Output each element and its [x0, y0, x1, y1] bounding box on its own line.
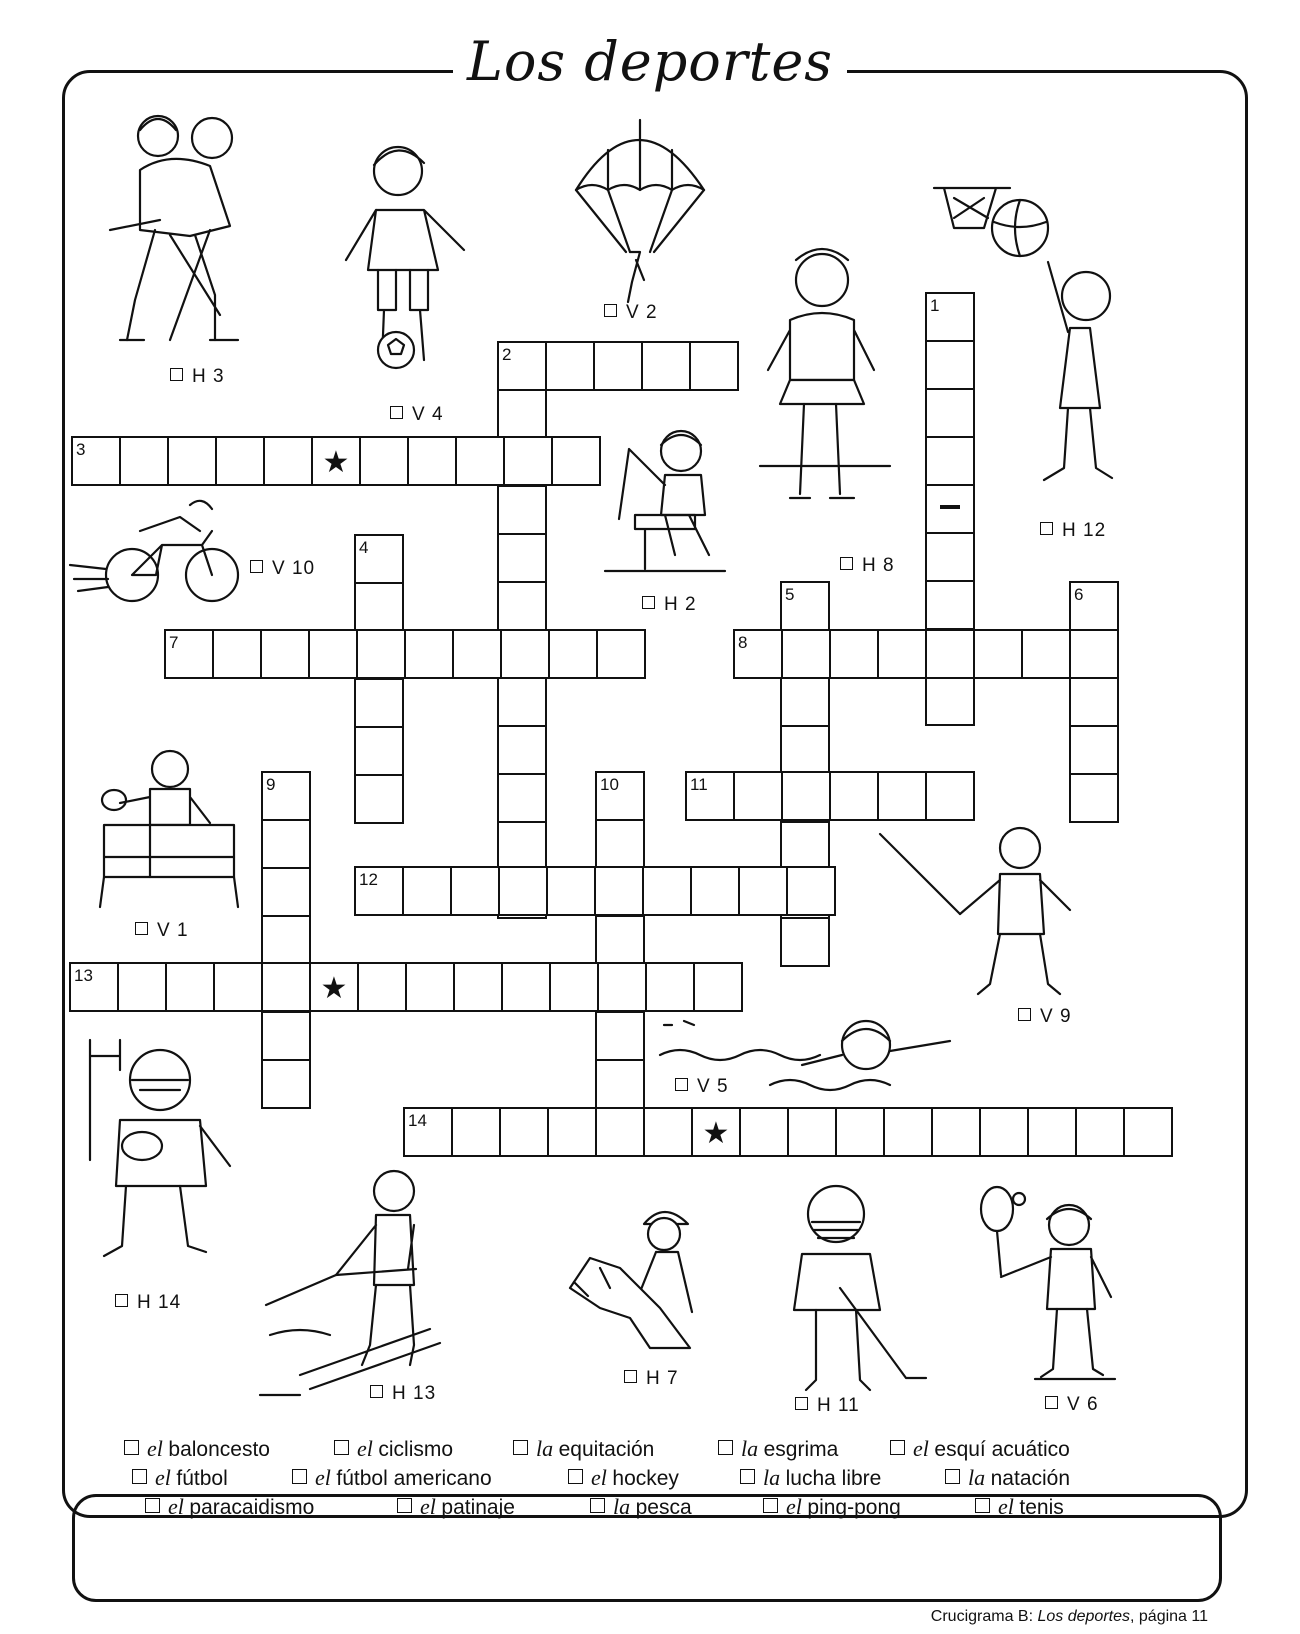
- clue-number: 5: [785, 585, 795, 604]
- checkbox[interactable]: [568, 1469, 583, 1484]
- parachute-illustration: [570, 110, 710, 315]
- crossword-cell[interactable]: [262, 1060, 310, 1108]
- checkbox[interactable]: [513, 1440, 528, 1455]
- crossword-cell[interactable]: [734, 772, 782, 820]
- wrestling-illustration: [100, 100, 270, 365]
- crossword-cell[interactable]: [739, 867, 787, 915]
- word-bank-item[interactable]: [132, 1465, 228, 1491]
- fishing-illustration: [605, 425, 735, 580]
- crossword-cell[interactable]: [498, 390, 546, 438]
- crossword-cell[interactable]: [451, 867, 499, 915]
- crossword-cell[interactable]: [498, 582, 546, 630]
- clue-number: 7: [169, 633, 179, 652]
- crossword-cell[interactable]: [597, 630, 645, 678]
- crossword-cell[interactable]: [355, 775, 403, 823]
- clue-number: 11: [690, 775, 708, 794]
- clue-label-h14: H 14: [115, 1292, 181, 1314]
- article: el: [155, 1465, 177, 1490]
- crossword-cell[interactable]: [501, 630, 549, 678]
- crossword-cell[interactable]: [646, 963, 694, 1011]
- water-skiing-illustration: [260, 1165, 460, 1410]
- crossword-cell[interactable]: [788, 1108, 836, 1156]
- crossword-cell[interactable]: [932, 1108, 980, 1156]
- crossword-cell[interactable]: [781, 918, 829, 966]
- crossword-cell[interactable]: [504, 437, 552, 485]
- crossword-cell[interactable]: [690, 342, 738, 390]
- word-bank-item[interactable]: [397, 1494, 515, 1520]
- clue-number: 12: [359, 870, 378, 889]
- word-bank-item[interactable]: [975, 1494, 1064, 1520]
- crossword-cell[interactable]: [781, 678, 829, 726]
- checkbox[interactable]: [975, 1498, 990, 1513]
- tennis-illustration: [975, 1185, 1135, 1390]
- word-bank-item[interactable]: [513, 1436, 654, 1462]
- crossword-cell[interactable]: [262, 868, 310, 916]
- fencing-illustration: [880, 820, 1100, 1015]
- crossword-cell[interactable]: [596, 916, 644, 964]
- word-label: esquí acuático: [934, 1438, 1070, 1461]
- crossword-cell[interactable]: [926, 533, 974, 581]
- crossword-cell[interactable]: [166, 963, 214, 1011]
- word-label: baloncesto: [168, 1438, 270, 1461]
- clue-number: 6: [1074, 585, 1084, 604]
- article: la: [536, 1436, 559, 1461]
- crossword-cell[interactable]: [498, 726, 546, 774]
- word-label: ciclismo: [378, 1438, 454, 1461]
- word-label: natación: [990, 1467, 1071, 1490]
- clue-number: 8: [738, 633, 748, 652]
- article: el: [913, 1436, 935, 1461]
- crossword-cell[interactable]: [262, 1012, 310, 1060]
- article: el: [998, 1494, 1020, 1519]
- crossword-cell[interactable]: [878, 630, 926, 678]
- clue-label-h7: H 7: [624, 1368, 679, 1390]
- horse-riding-illustration: [560, 1198, 730, 1353]
- crossword-cell[interactable]: [262, 916, 310, 964]
- crossword-cell[interactable]: [787, 867, 835, 915]
- crossword-cell[interactable]: [406, 963, 454, 1011]
- word-bank-item[interactable]: [740, 1465, 881, 1491]
- crossword-cell[interactable]: [1070, 774, 1118, 822]
- word-bank-item[interactable]: [718, 1436, 838, 1462]
- crossword-cell[interactable]: [213, 630, 261, 678]
- crossword-cell[interactable]: [168, 437, 216, 485]
- ice-skating-illustration: [760, 240, 910, 545]
- crossword-cell[interactable]: [262, 820, 310, 868]
- crossword-cell[interactable]: [547, 867, 595, 915]
- word-bank-item[interactable]: [145, 1494, 314, 1520]
- crossword-cell[interactable]: [403, 867, 451, 915]
- clue-number: 14: [408, 1111, 427, 1130]
- crossword-cell[interactable]: [552, 437, 600, 485]
- article: el: [315, 1465, 337, 1490]
- crossword-cell[interactable]: [830, 772, 878, 820]
- word-label: lucha libre: [785, 1467, 882, 1490]
- crossword-cell[interactable]: [596, 820, 644, 868]
- crossword-cell[interactable]: [214, 963, 262, 1011]
- word-label: paracaidismo: [189, 1496, 315, 1519]
- crossword-cell[interactable]: [452, 1108, 500, 1156]
- crossword-cell[interactable]: [358, 963, 406, 1011]
- crossword-cell[interactable]: [691, 867, 739, 915]
- article: el: [168, 1494, 190, 1519]
- clue-number: 3: [76, 440, 86, 459]
- word-label: equitación: [558, 1438, 655, 1461]
- crossword-cell[interactable]: [120, 437, 168, 485]
- clue-label-h13: H 13: [370, 1383, 436, 1405]
- crossword-cell[interactable]: [926, 677, 974, 725]
- crossword-cell[interactable]: [355, 583, 403, 631]
- crossword-cell[interactable]: [878, 772, 926, 820]
- crossword-cell[interactable]: [926, 630, 974, 678]
- crossword-cell[interactable]: [1070, 678, 1118, 726]
- crossword-cell[interactable]: [546, 342, 594, 390]
- crossword-cell[interactable]: [549, 630, 597, 678]
- clue-label-v2: V 2: [604, 302, 658, 324]
- crossword-cell[interactable]: [453, 630, 501, 678]
- checkbox[interactable]: [292, 1469, 307, 1484]
- word-bank-item[interactable]: [890, 1436, 1070, 1462]
- checkbox[interactable]: [945, 1469, 960, 1484]
- crossword-cell[interactable]: [1070, 726, 1118, 774]
- crossword-cell[interactable]: [261, 630, 309, 678]
- crossword-cell[interactable]: [405, 630, 453, 678]
- ping-pong-illustration: [90, 745, 250, 910]
- crossword-cell[interactable]: [980, 1108, 1028, 1156]
- crossword-cell[interactable]: [498, 486, 546, 534]
- crossword-cell[interactable]: [498, 534, 546, 582]
- word-label: ping-pong: [807, 1496, 901, 1519]
- hockey-illustration: [780, 1178, 940, 1403]
- clue-label-h8: H 8: [840, 555, 895, 577]
- crossword-cell[interactable]: [355, 727, 403, 775]
- crossword-cell[interactable]: [596, 1108, 644, 1156]
- crossword-cell[interactable]: [1124, 1108, 1172, 1156]
- crossword-cell[interactable]: [782, 630, 830, 678]
- clue-label-v5: V 5: [675, 1076, 729, 1098]
- crossword-cell[interactable]: [357, 630, 405, 678]
- clue-number: 9: [266, 775, 276, 794]
- crossword-cell[interactable]: [408, 437, 456, 485]
- crossword-cell[interactable]: [502, 963, 550, 1011]
- crossword-cell[interactable]: [974, 630, 1022, 678]
- clue-label-h3: H 3: [170, 366, 225, 388]
- crossword-cell[interactable]: [694, 963, 742, 1011]
- crossword-cell[interactable]: [782, 772, 830, 820]
- article: el: [357, 1436, 379, 1461]
- soccer-illustration: [340, 135, 480, 390]
- clue-number: 10: [600, 775, 619, 794]
- crossword-cell[interactable]: [309, 630, 357, 678]
- word-label: pesca: [635, 1496, 692, 1519]
- crossword-cell[interactable]: [1076, 1108, 1124, 1156]
- crossword-cell[interactable]: [498, 822, 546, 870]
- crossword-cell[interactable]: [926, 581, 974, 629]
- article: el: [420, 1494, 442, 1519]
- star-marker: ★: [320, 972, 348, 1005]
- basketball-illustration: [930, 178, 1120, 513]
- word-bank-item[interactable]: [945, 1465, 1070, 1491]
- article: la: [763, 1465, 786, 1490]
- checkbox[interactable]: [132, 1469, 147, 1484]
- word-bank-item[interactable]: [590, 1494, 692, 1520]
- word-label: patinaje: [441, 1496, 515, 1519]
- checkbox[interactable]: [740, 1469, 755, 1484]
- word-bank-item[interactable]: [334, 1436, 453, 1462]
- clue-label-v10: V 10: [250, 558, 315, 580]
- crossword-cell[interactable]: [781, 822, 829, 870]
- crossword-cell[interactable]: [596, 1012, 644, 1060]
- star-marker: ★: [322, 446, 350, 479]
- word-bank-item[interactable]: [124, 1436, 270, 1462]
- article: la: [613, 1494, 636, 1519]
- crossword-cell[interactable]: [548, 1108, 596, 1156]
- article: el: [591, 1465, 613, 1490]
- clue-label-v1: V 1: [135, 920, 189, 942]
- crossword-cell[interactable]: [262, 963, 310, 1011]
- crossword-cell[interactable]: [836, 1108, 884, 1156]
- checkbox[interactable]: [334, 1440, 349, 1455]
- clue-number: 13: [74, 966, 93, 985]
- checkbox[interactable]: [590, 1498, 605, 1513]
- crossword-cell[interactable]: [360, 437, 408, 485]
- crossword-cell[interactable]: [1022, 630, 1070, 678]
- star-marker: ★: [702, 1117, 730, 1150]
- clue-label-v9: V 9: [1018, 1006, 1072, 1028]
- crossword-cell[interactable]: [926, 772, 974, 820]
- crossword-cell[interactable]: [118, 963, 166, 1011]
- crossword-cell[interactable]: [596, 1060, 644, 1108]
- crossword-cell[interactable]: [550, 963, 598, 1011]
- crossword-cell[interactable]: [498, 678, 546, 726]
- crossword-cell[interactable]: [643, 867, 691, 915]
- crossword-cell[interactable]: [1070, 630, 1118, 678]
- crossword-cell[interactable]: [456, 437, 504, 485]
- crossword-cell[interactable]: [264, 437, 312, 485]
- crossword-cell[interactable]: [740, 1108, 788, 1156]
- article: el: [147, 1436, 169, 1461]
- crossword-cell[interactable]: [454, 963, 502, 1011]
- checkbox[interactable]: [124, 1440, 139, 1455]
- crossword-cell[interactable]: [1028, 1108, 1076, 1156]
- crossword-cell[interactable]: [594, 342, 642, 390]
- crossword-cell[interactable]: [642, 342, 690, 390]
- word-bank-item[interactable]: [292, 1465, 492, 1491]
- checkbox[interactable]: [145, 1498, 160, 1513]
- clue-number: 2: [502, 345, 512, 364]
- crossword-cell[interactable]: [644, 1108, 692, 1156]
- clue-number: 1: [930, 296, 940, 315]
- word-bank-item[interactable]: [568, 1465, 679, 1491]
- clue-label-v4: V 4: [390, 404, 444, 426]
- cycling-illustration: [70, 495, 240, 620]
- crossword-cell[interactable]: [884, 1108, 932, 1156]
- crossword-cell[interactable]: [498, 774, 546, 822]
- checkbox[interactable]: [763, 1498, 778, 1513]
- clue-label-h12: H 12: [1040, 520, 1106, 542]
- crossword-cell[interactable]: [216, 437, 264, 485]
- article: el: [786, 1494, 808, 1519]
- crossword-cell[interactable]: [355, 679, 403, 727]
- checkbox[interactable]: [397, 1498, 412, 1513]
- checkbox[interactable]: [718, 1440, 733, 1455]
- word-label: hockey: [612, 1467, 679, 1490]
- american-football-illustration: [80, 1030, 250, 1275]
- word-label: tenis: [1019, 1496, 1064, 1519]
- article: la: [968, 1465, 991, 1490]
- crossword-cell[interactable]: [830, 630, 878, 678]
- title-text: Los deportes: [453, 30, 847, 93]
- word-label: fútbol americano: [336, 1467, 492, 1490]
- crossword-cell[interactable]: [595, 867, 643, 915]
- clue-number: 4: [359, 538, 369, 557]
- word-bank-item[interactable]: [763, 1494, 901, 1520]
- article: la: [741, 1436, 764, 1461]
- crossword-cell[interactable]: [500, 1108, 548, 1156]
- word-label: fútbol: [176, 1467, 228, 1490]
- crossword-cell[interactable]: [781, 726, 829, 774]
- checkbox[interactable]: [890, 1440, 905, 1455]
- clue-label-h2: H 2: [642, 594, 697, 616]
- crossword-cell[interactable]: [598, 963, 646, 1011]
- clue-label-v6: V 6: [1045, 1394, 1099, 1416]
- clue-label-h11: H 11: [795, 1395, 860, 1417]
- crossword-cell[interactable]: [499, 867, 547, 915]
- word-label: esgrima: [763, 1438, 839, 1461]
- page-footer: Crucigrama B: Los deportes, página 11: [930, 1608, 1208, 1625]
